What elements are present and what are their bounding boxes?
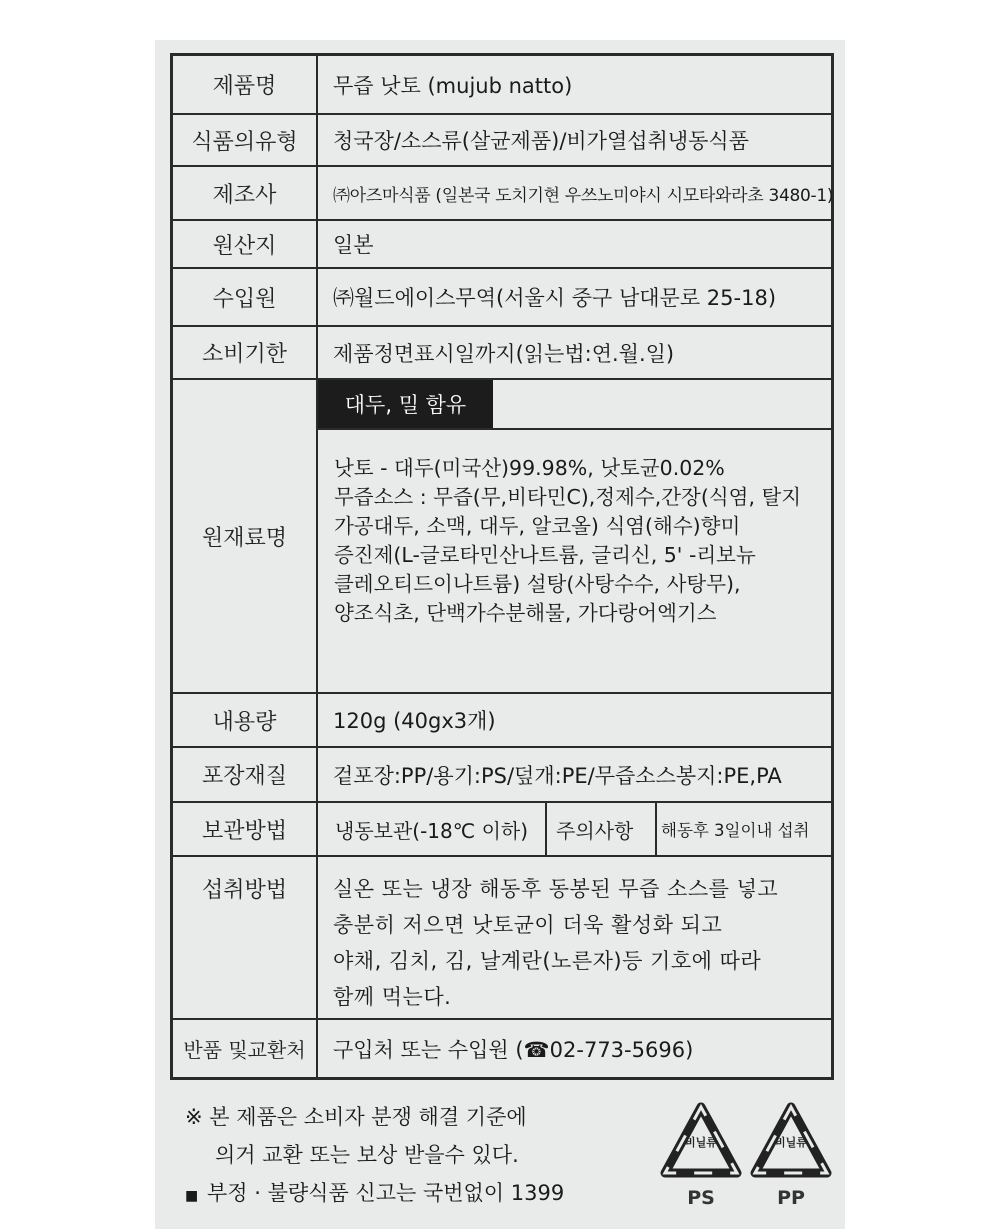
caution-label: 주의사항 (556, 818, 634, 843)
manufacturer-value: ㈜아즈마식품 (일본국 도치기현 우쓰노미야시 시모타와라초 3480-1) (333, 185, 834, 206)
row-food-type (173, 115, 831, 167)
product-name-value: 무즙 낫토 (mujub natto) (333, 73, 573, 98)
expiry-label: 소비기한 (173, 327, 318, 378)
recycle-code: PP (777, 1187, 805, 1209)
packaging-label: 포장재질 (173, 748, 318, 801)
row-storage (173, 803, 831, 857)
recycle-mark-ps (659, 1101, 743, 1213)
row-usage (173, 857, 831, 1020)
recycle-center-label: 비닐류 (775, 1136, 807, 1149)
notice-line-1: ※ 본 제품은 소비자 분쟁 해결 기준에 (185, 1105, 527, 1129)
net-content-label: 내용량 (173, 694, 318, 746)
usage-line: 충분히 저으면 낫토균이 더욱 활성화 되고 (333, 913, 723, 937)
row-expiry (173, 327, 831, 380)
row-ingredients (173, 380, 831, 694)
ingredients-list (318, 428, 831, 692)
square-bullet-icon: ■ (185, 1188, 199, 1204)
ingredient-line: 무즙소스 : 무즙(무,비타민C),정제수,간장(식염, 탈지 (334, 485, 802, 509)
allergen-badge: 대두, 밀 함유 (318, 380, 493, 428)
origin-label: 원산지 (173, 221, 318, 267)
consumer-notes (185, 1098, 564, 1215)
ingredients-label: 원재료명 (173, 380, 318, 692)
ingredient-line: 낫토 - 대두(미국산)99.98%, 낫토균0.02% (334, 456, 725, 480)
product-name-label: 제품명 (173, 56, 318, 113)
notice-line-2: 의거 교환 또는 보상 받을수 있다. (215, 1143, 519, 1167)
storage-divider-2 (655, 803, 657, 855)
importer-label: 수입원 (173, 269, 318, 325)
origin-value: 일본 (333, 233, 374, 257)
ingredient-line: 클레오티드이나트륨) 설탕(사탕수수, 사탕무), (334, 572, 741, 596)
usage-line: 함께 먹는다. (333, 985, 452, 1009)
row-origin (173, 221, 831, 269)
manufacturer-label: 제조사 (173, 167, 318, 219)
recycle-center-label: 비닐류 (685, 1136, 717, 1149)
product-info-table (170, 53, 834, 1080)
importer-value: ㈜월드에이스무역(서울시 중구 남대문로 25-18) (333, 286, 777, 310)
row-manufacturer (173, 167, 834, 221)
recycle-code: PS (687, 1187, 715, 1209)
ingredient-line: 증진제(L-글로타민산나트륨, 글리신, 5' -리보뉴 (334, 543, 756, 567)
storage-value: 냉동보관(-18℃ 이하) (335, 818, 529, 843)
packaging-value: 겉포장:PP/용기:PS/덮개:PE/무즙소스봉지:PE,PA (333, 763, 782, 788)
usage-label: 섭취방법 (173, 857, 318, 1018)
usage-line: 야채, 김치, 김, 날계란(노른자)등 기호에 따라 (333, 949, 762, 973)
food-type-value: 청국장/소스류(살균제품)/비가열섭취냉동식품 (333, 129, 749, 153)
recycle-mark-pp (749, 1101, 833, 1213)
row-returns (173, 1020, 831, 1077)
usage-line: 실온 또는 냉장 해동후 동봉된 무즙 소스를 넣고 (333, 877, 779, 901)
ingredient-line: 가공대두, 소맥, 대두, 알코올) 식염(해수)향미 (334, 514, 741, 538)
returns-value: 구입처 또는 수입원 (☎02-773-5696) (333, 1037, 694, 1062)
food-type-label: 식품의유형 (173, 115, 318, 165)
row-packaging (173, 748, 831, 803)
row-importer (173, 269, 831, 327)
expiry-value: 제품정면표시일까지(읽는법:연.월.일) (333, 341, 675, 366)
ingredient-line: 양조식초, 단백가수분해물, 가다랑어엑기스 (334, 601, 717, 625)
row-product-name (173, 56, 831, 115)
storage-divider-1 (545, 803, 547, 855)
storage-label: 보관방법 (173, 803, 318, 855)
report-line (185, 1174, 564, 1215)
returns-label: 반품 및교환처 (173, 1020, 318, 1077)
report-text: 부정 · 불량식품 신고는 국번없이 1399 (207, 1181, 565, 1205)
net-content-value: 120g (40gx3개) (333, 709, 496, 733)
row-net-content (173, 694, 831, 748)
caution-value: 해동후 3일이내 섭취 (661, 821, 810, 840)
